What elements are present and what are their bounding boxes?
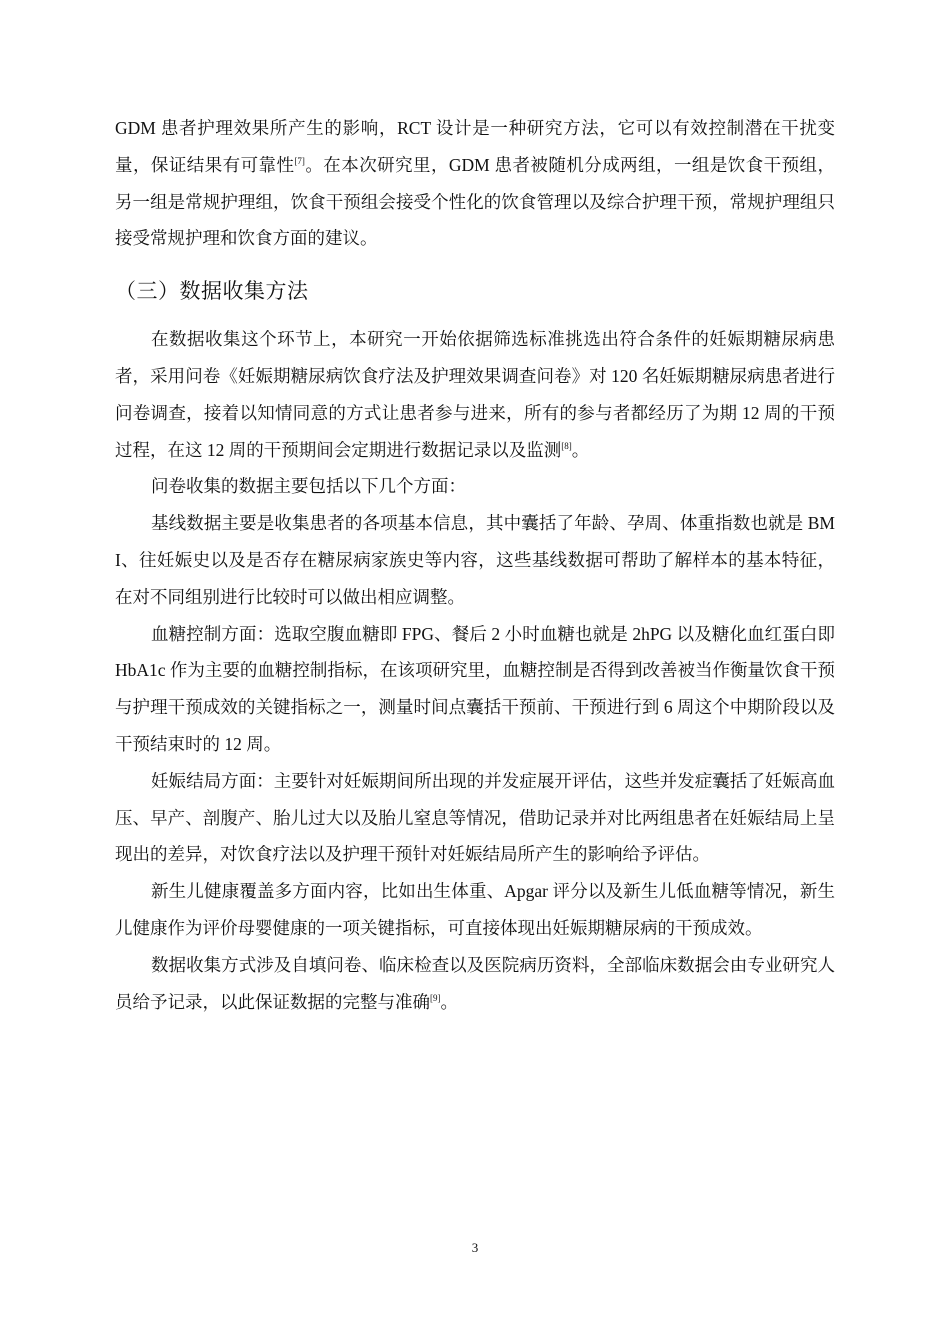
paragraph-baseline-data: 基线数据主要是收集患者的各项基本信息，其中囊括了年龄、孕周、体重指数也就是 BMI、往妊娠史以及是否存在糖尿病家族史等内容，这些基线数据可帮助了解样本的基本特征，在对不同组别进行比较时可以做出相应调整。 — [115, 513, 835, 607]
citation-8: [8] — [561, 440, 572, 451]
citation-7: [7] — [294, 155, 305, 166]
paragraph-rct-design — [115, 110, 835, 257]
paragraph-text: 在数据收集这个环节上，本研究一开始依据筛选标准挑选出符合条件的妊娠期糖尿病患者，采用问卷《妊娠期糖尿病饮食疗法及护理效果调查问卷》对 120 名妊娠期糖尿病患者进行问卷调查，接着以知情同意的方式让患者参与进来，所有的参与者都经历了为期 12 周的干预过程，在这 12 周的干预期间会定期进行数据记录以及监测 — [115, 329, 835, 460]
paragraph-text: 数据收集方式涉及自填问卷、临床检查以及医院病历资料，全部临床数据会由专业研究人员给予记录，以此保证数据的完整与准确 — [115, 954, 835, 1012]
paragraph-collection-methods — [115, 947, 835, 1021]
paragraph-text: GDM 患者护理效果所产生的影响，RCT 设计是一种研究方法，它可以有效控制潜在干扰变量，保证结果有可靠性 — [115, 118, 835, 175]
page-number: 3 — [471, 1240, 479, 1255]
paragraph-text-continued: 。在本次研究里，GDM 患者被随机分成两组，一组是饮食干预组，另一组是常规护理组，饮食干预组会接受个性化的饮食管理以及综合护理干预，常规护理组只接受常规护理和饮食方面的建议。 — [115, 154, 835, 249]
paragraph-newborn-health: 新生儿健康覆盖多方面内容，比如出生体重、Apgar 评分以及新生儿低血糖等情况，新生儿健康作为评价母婴健康的一项关键指标，可直接体现出妊娠期糖尿病的干预成效。 — [115, 881, 835, 938]
paragraph-text-continued: 。 — [571, 439, 590, 460]
paragraph-pregnancy-outcome: 妊娠结局方面：主要针对妊娠期间所出现的并发症展开评估，这些并发症囊括了妊娠高血压、早产、剖腹产、胎儿过大以及胎儿窒息等情况，借助记录并对比两组患者在妊娠结局上呈现出的差异，对饮食疗法以及护理干预针对妊娠结局所产生的影响给予评估。 — [115, 770, 835, 865]
section-heading: （三）数据收集方法 — [115, 279, 309, 304]
paragraph-data-collection — [115, 321, 835, 468]
paragraph-questionnaire-intro: 问卷收集的数据主要包括以下几个方面： — [151, 476, 466, 497]
citation-9: [9] — [430, 992, 441, 1003]
paragraph-text-continued: 。 — [440, 991, 458, 1012]
page-content — [115, 110, 835, 1020]
paragraph-glucose-control: 血糖控制方面：选取空腹血糖即 FPG、餐后 2 小时血糖也就是 2hPG 以及糖化血红蛋白即 HbA1c 作为主要的血糖控制指标，在该项研究里，血糖控制是否得到改善被当作衡量饮食干预与护理干预成效的关键指标之一，测量时间点囊括干预前、干预进行到 6 周这个中期阶段以及干预结束时的 12 周。 — [115, 623, 835, 754]
